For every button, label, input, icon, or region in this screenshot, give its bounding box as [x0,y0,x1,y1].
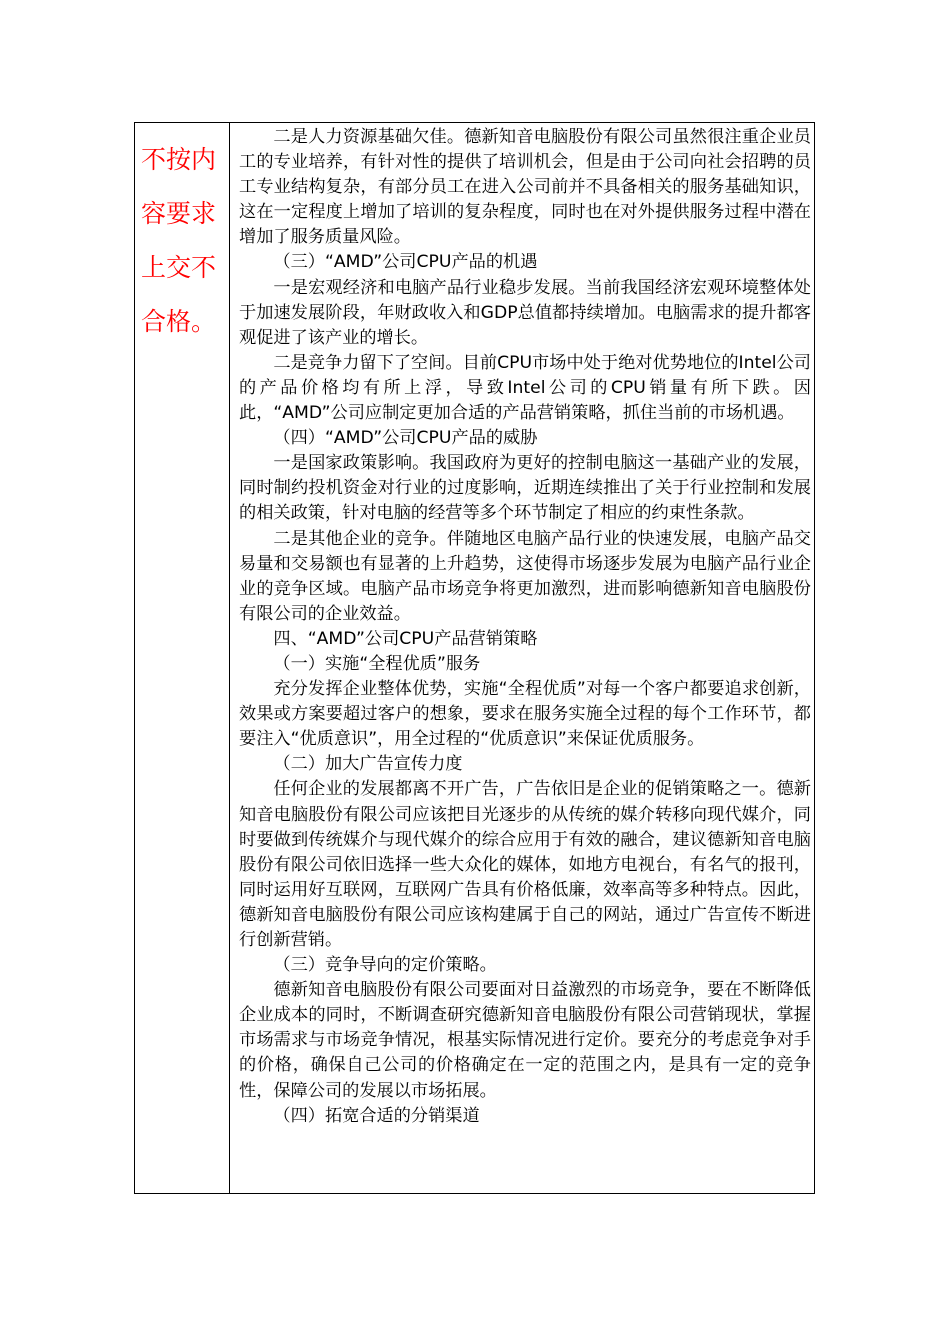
section-heading: （一）实施“全程优质”服务 [273,653,481,674]
section-heading: （二）加大广告宣传力度 [273,754,463,775]
section-heading: （四）拓宽合适的分销渠道 [273,1105,480,1126]
paragraph: 二是人力资源基础欠佳。德新知音电脑股份有限公司虽然很注重企业员工的专业培养，有针对性的提供了培训机会，但是由于公司向社会招聘的员工专业结构复杂，有部分员工在进入公司前并不具备相关的服务基础知识，这在一定程度上增加了培训的复杂程度，同时也在对外提供服务过程中潜在增加了服务质量风险。 [239,127,811,248]
paragraph: 一是宏观经济和电脑产品行业稳步发展。当前我国经济宏观环境整体处于加速发展阶段，年财政收入和GDP总值都持续增加。电脑需求的提升都客观促进了该产业的增长。 [239,277,811,348]
document-table [134,122,815,1194]
paragraph: 充分发挥企业整体优势，实施“全程优质”对每一个客户都要追求创新，效果或方案要超过客户的想象，要求在服务实施全过程的每个工作环节，都要注入“优质意识”，用全过程的“优质意识”来保证优质服务。 [239,679,811,750]
section-heading: （三）竞争导向的定价策略。 [273,955,497,976]
column-divider [229,123,230,1193]
paragraph: 二是其他企业的竞争。伴随地区电脑产品行业的快速发展，电脑产品交易量和交易额也有显著的上升趋势，这使得市场逐步发展为电脑产品行业企业的竞争区域。电脑产品市场竞争将更加激烈，进而影响德新知音电脑股份有限公司的企业效益。 [239,528,811,624]
paragraph: 一是国家政策影响。我国政府为更好的控制电脑这一基础产业的发展，同时制约投机资金对行业的过度影响，近期连续推出了关于行业控制和发展的相关政策，针对电脑的经营等多个环节制定了相应的约束性条款。 [239,453,811,524]
paragraph: 任何企业的发展都离不开广告，广告依旧是企业的促销策略之一。德新知音电脑股份有限公司应该把目光逐步的从传统的媒介转移向现代媒介，同时要做到传统媒介与现代媒介的综合应用于有效的融合，建议德新知音电脑股份有限公司依旧选择一些大众化的媒体，如地方电视台，有名气的报刊，同时运用好互联网，互联网广告具有价格低廉，效率高等多种特点。因此，德新知音电脑股份有限公司应该构建属于自己的网站，通过广告宣传不断进行创新营销。 [239,779,811,950]
paragraph: 二是竞争力留下了空间。目前CPU市场中处于绝对优势地位的Intel公司的产品价格均有所上浮，导致Intel公司的CPU销量有所下跌。因此，“AMD”公司应制定更加合适的产品营销策略，抓住当前的市场机遇。 [239,352,811,424]
section-heading: （四）“AMD”公司CPU产品的威胁 [273,428,538,449]
paragraph: 德新知音电脑股份有限公司要面对日益激烈的市场竞争，要在不断降低企业成本的同时，不断调查研究德新知音电脑股份有限公司营销现状，掌握市场需求与市场竞争情况，根基实际情况进行定价。要充分的考虑竞争对手的价格，确保自己公司的价格确定在一定的范围之内，是具有一定的竞争性，保障公司的发展以市场拓展。 [239,980,811,1101]
content-cell [239,125,811,1129]
section-heading: （三）“AMD”公司CPU产品的机遇 [273,252,538,273]
side-warning-note: 不按内容要求上交不合格。 [141,145,217,336]
section-heading: 四、“AMD”公司CPU产品营销策略 [273,628,538,649]
